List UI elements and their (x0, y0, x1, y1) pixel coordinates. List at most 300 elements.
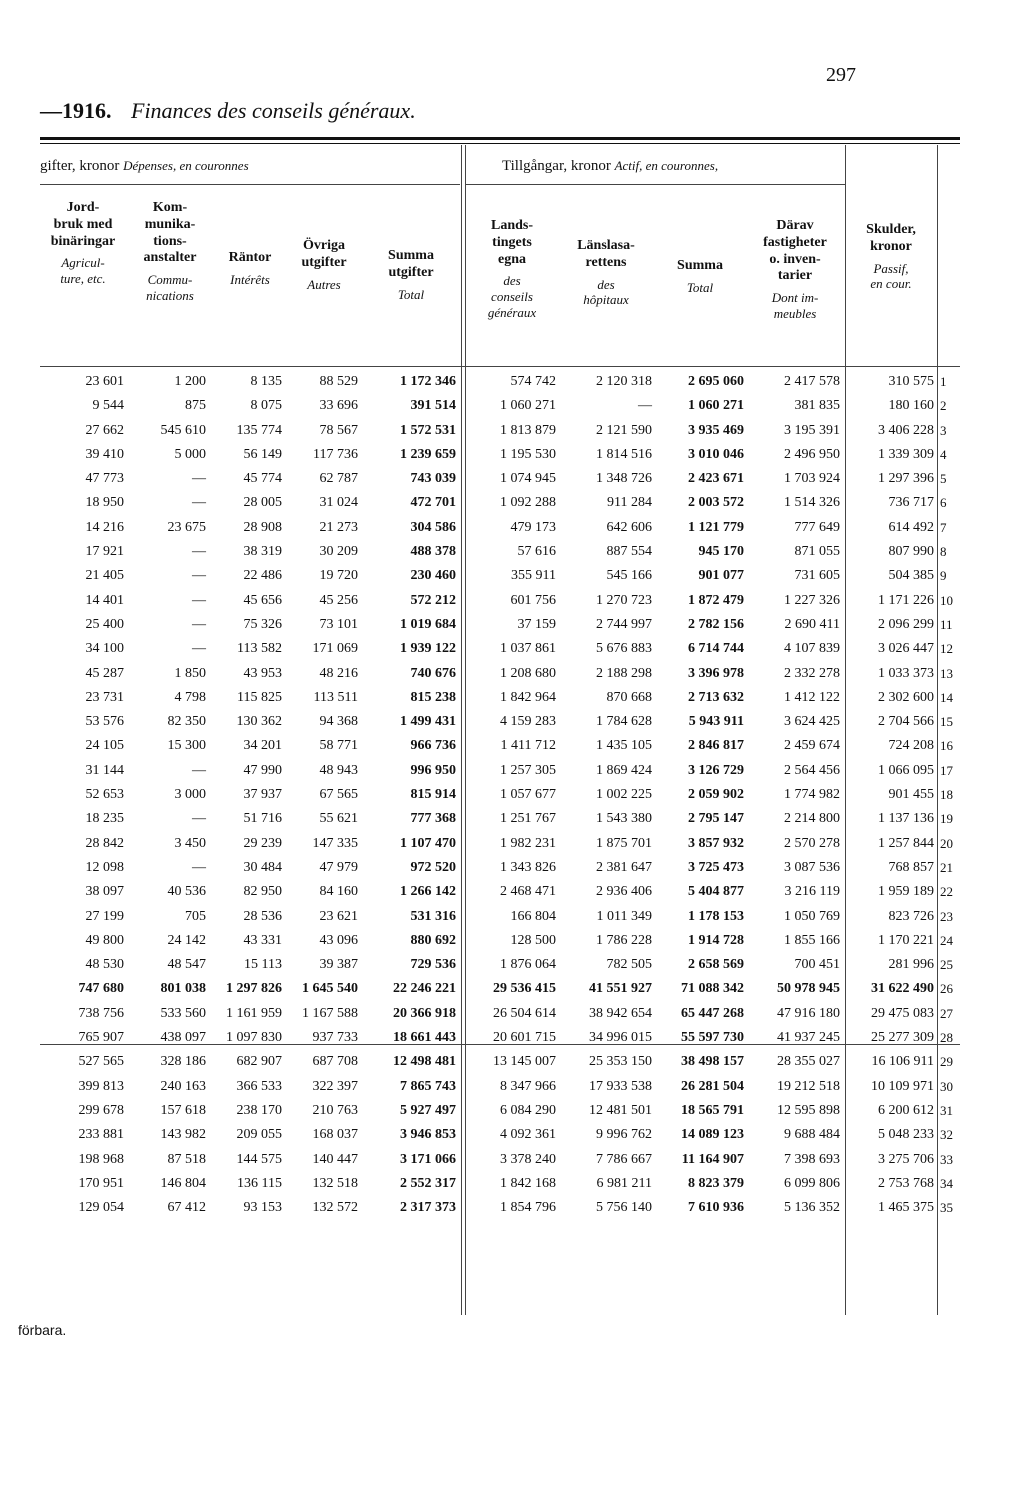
table-cell: 322 397 (312, 1078, 358, 1094)
table-cell: 747 680 (78, 981, 124, 997)
row-number: 24 (940, 932, 953, 948)
col-header-sv: Skulder, kronor (866, 222, 916, 254)
table-cell: 48 216 (319, 665, 358, 681)
table-row (0, 688, 1024, 712)
col-header-agriculture (40, 200, 126, 365)
row-number: 16 (940, 738, 953, 754)
table-cell: 1 170 221 (878, 932, 934, 948)
table-cell: 45 256 (319, 592, 358, 608)
table-cell: 399 813 (78, 1078, 124, 1094)
table-cell: 136 115 (237, 1175, 282, 1191)
table-cell: 43 953 (243, 665, 282, 681)
row-number: 20 (940, 835, 953, 851)
table-cell: 1 172 346 (400, 374, 456, 389)
table-cell: 166 804 (510, 908, 556, 924)
table-row (0, 421, 1024, 445)
table-cell: 527 565 (78, 1054, 124, 1070)
expenses-group-fr: Dépenses, en couronnes (123, 158, 249, 173)
table-row (0, 1150, 1024, 1174)
table-cell: 1 543 380 (596, 811, 652, 827)
table-cell: 47 773 (85, 471, 124, 487)
table-cell: 1 239 659 (400, 446, 456, 462)
table-cell: 39 410 (85, 446, 124, 462)
table-cell: 4 107 839 (784, 641, 840, 657)
table-row (0, 1028, 1024, 1052)
table-cell: 1 178 153 (688, 908, 744, 924)
table-cell: 1 348 726 (596, 471, 652, 487)
table-cell: 3 857 932 (688, 835, 744, 851)
table-cell: 901 077 (698, 568, 744, 584)
table-cell: 15 300 (167, 738, 206, 754)
table-cell: 12 498 481 (393, 1054, 456, 1070)
footer-note: förbara. (18, 1322, 67, 1338)
table-cell: 67 565 (319, 787, 358, 803)
table-cell: 1 786 228 (596, 932, 652, 948)
table-cell: 2 003 572 (688, 495, 744, 511)
table-cell: 55 597 730 (681, 1030, 744, 1046)
table-cell: 682 907 (236, 1054, 282, 1070)
table-cell: 2 552 317 (400, 1175, 456, 1191)
table-cell: 1 814 516 (596, 446, 652, 462)
table-cell: 14 401 (85, 592, 124, 608)
table-cell: 601 756 (510, 592, 556, 608)
table-cell: 1 499 431 (400, 714, 456, 730)
table-cell: 875 (185, 398, 206, 414)
row-number: 3 (940, 422, 947, 438)
table-cell: 700 451 (794, 957, 840, 973)
table-cell: 52 653 (85, 787, 124, 803)
table-cell: 128 500 (510, 932, 556, 948)
row-number: 14 (940, 689, 953, 705)
col-header-fr: Dont im- meubles (771, 290, 819, 321)
table-cell: 2 564 456 (784, 762, 840, 778)
table-cell: 6 981 211 (596, 1175, 652, 1191)
table-cell: 1 842 964 (500, 689, 556, 705)
table-cell: 1 002 225 (596, 787, 652, 803)
table-cell: — (192, 762, 206, 778)
table-cell: 871 055 (794, 544, 840, 560)
top-double-rule-thin (40, 143, 960, 144)
table-cell: 304 586 (410, 519, 456, 535)
table-cell: 43 096 (319, 932, 358, 948)
table-cell: 1 074 945 (500, 471, 556, 487)
table-cell: 1 037 861 (500, 641, 556, 657)
row-number: 29 (940, 1054, 953, 1070)
table-cell: 1 465 375 (878, 1200, 934, 1216)
table-cell: 5 000 (174, 446, 206, 462)
table-cell: 33 696 (319, 398, 358, 414)
table-cell: 724 208 (888, 738, 934, 754)
table-cell: 2 302 600 (878, 689, 934, 705)
row-number: 18 (940, 787, 953, 803)
table-cell: 22 246 221 (393, 981, 456, 997)
col-header-council-assets (466, 218, 558, 383)
table-cell: 1 412 122 (784, 689, 840, 705)
table-cell: 807 990 (888, 544, 934, 560)
table-cell: 132 572 (312, 1200, 358, 1216)
table-cell: 5 404 877 (688, 884, 744, 900)
table-cell: 12 481 501 (589, 1102, 652, 1118)
col-header-fr: Total (686, 279, 714, 295)
table-cell: 815 238 (410, 689, 456, 705)
table-cell: 1 200 (174, 374, 206, 389)
table-cell: — (192, 592, 206, 608)
table-cell: 47 979 (319, 859, 358, 875)
table-cell: 24 105 (85, 738, 124, 754)
table-cell: 65 447 268 (681, 1005, 744, 1021)
table-cell: 10 109 971 (871, 1078, 934, 1094)
table-cell: 1 982 231 (500, 835, 556, 851)
table-cell: 391 514 (410, 398, 456, 414)
table-cell: 2 120 318 (596, 374, 652, 389)
table-cell: 2 753 768 (878, 1175, 934, 1191)
table-cell: 2 459 674 (784, 738, 840, 754)
table-cell: 1 645 540 (302, 981, 358, 997)
table-cell: 2 317 373 (400, 1200, 456, 1216)
table-cell: 768 857 (888, 859, 934, 875)
table-cell: 38 498 157 (681, 1054, 744, 1070)
table-cell: 1 121 779 (688, 519, 744, 535)
group-underline-assets (466, 184, 846, 185)
table-row (0, 931, 1024, 955)
table-cell: — (638, 398, 652, 414)
table-cell: 3 126 729 (688, 762, 744, 778)
col-header-fr: Total (397, 286, 425, 302)
table-cell: 1 842 168 (500, 1175, 556, 1191)
table-row (0, 1198, 1024, 1222)
table-row (0, 834, 1024, 858)
table-cell: — (192, 811, 206, 827)
row-number: 19 (940, 811, 953, 827)
table-cell: 51 716 (243, 811, 282, 827)
table-cell: 37 937 (243, 787, 282, 803)
table-cell: 47 990 (243, 762, 282, 778)
table-cell: 2 782 156 (688, 616, 744, 632)
table-cell: 911 284 (607, 495, 652, 511)
col-header-sv: Summa (677, 258, 723, 273)
table-cell: 7 786 667 (596, 1151, 652, 1167)
row-number: 12 (940, 641, 953, 657)
table-cell: 3 624 425 (784, 714, 840, 730)
table-cell: 574 742 (510, 374, 556, 389)
table-cell: 801 038 (160, 981, 206, 997)
running-head-title: Finances des conseils généraux. (131, 98, 416, 123)
table-cell: 740 676 (410, 665, 456, 681)
table-cell: 945 170 (698, 544, 744, 560)
table-cell: 1 033 373 (878, 665, 934, 681)
table-cell: 3 725 473 (688, 859, 744, 875)
table-cell: 144 575 (236, 1151, 282, 1167)
table-cell: 504 385 (888, 568, 934, 584)
table-cell: 57 616 (517, 544, 556, 560)
table-cell: 572 212 (410, 592, 456, 608)
row-number: 6 (940, 495, 947, 511)
table-cell: 28 536 (243, 908, 282, 924)
table-row (0, 736, 1024, 760)
table-cell: 2 468 471 (500, 884, 556, 900)
col-header-sv: Lands- tingets egna (490, 218, 534, 267)
table-row (0, 445, 1024, 469)
table-cell: 2 795 147 (688, 811, 744, 827)
table-cell: 1 959 189 (878, 884, 934, 900)
table-row (0, 761, 1024, 785)
table-cell: 28 908 (243, 519, 282, 535)
table-row (0, 493, 1024, 517)
table-row (0, 615, 1024, 639)
table-cell: 777 649 (794, 519, 840, 535)
table-cell: 12 595 898 (777, 1102, 840, 1118)
table-cell: 299 678 (78, 1102, 124, 1118)
table-cell: 130 362 (236, 714, 282, 730)
table-cell: 34 201 (243, 738, 282, 754)
col-header-fr: Intérêts (230, 271, 270, 287)
table-cell: 24 142 (167, 932, 206, 948)
table-cell: 614 492 (888, 519, 934, 535)
table-cell: 240 163 (160, 1078, 206, 1094)
table-row (0, 518, 1024, 542)
table-cell: 25 277 309 (871, 1030, 934, 1046)
table-row (0, 785, 1024, 809)
table-cell: 12 098 (85, 859, 124, 875)
table-cell: 38 097 (85, 884, 124, 900)
table-row (0, 809, 1024, 833)
table-cell: 729 536 (410, 957, 456, 973)
table-cell: 1 572 531 (400, 422, 456, 438)
table-cell: 31 144 (85, 762, 124, 778)
col-header-fr: Passif, en cour. (870, 260, 912, 292)
table-cell: 2 423 671 (688, 471, 744, 487)
table-cell: 45 774 (243, 471, 282, 487)
table-cell: 2 936 406 (596, 884, 652, 900)
table-cell: 328 186 (160, 1054, 206, 1070)
row-number: 11 (940, 616, 953, 632)
table-cell: 531 316 (410, 908, 456, 924)
col-header-communications (128, 200, 212, 365)
table-cell: 82 950 (243, 884, 282, 900)
table-cell: 1 297 396 (878, 471, 934, 487)
table-cell: 1 137 136 (878, 811, 934, 827)
row-number: 35 (940, 1200, 953, 1216)
table-cell: 180 160 (888, 398, 934, 414)
table-cell: 1 703 924 (784, 471, 840, 487)
row-number: 2 (940, 398, 947, 414)
table-cell: 9 996 762 (596, 1127, 652, 1143)
table-row (0, 955, 1024, 979)
table-cell: 48 530 (85, 957, 124, 973)
table-cell: 1 257 844 (878, 835, 934, 851)
table-cell: 113 511 (313, 689, 358, 705)
table-cell: 28 005 (243, 495, 282, 511)
table-cell: 7 865 743 (400, 1078, 456, 1094)
table-cell: 736 717 (888, 495, 934, 511)
table-cell: 5 676 883 (596, 641, 652, 657)
table-cell: 87 518 (167, 1151, 206, 1167)
table-cell: 972 520 (410, 859, 456, 875)
table-cell: 129 054 (78, 1200, 124, 1216)
table-cell: 880 692 (410, 932, 456, 948)
col-header-sv: Därav fastigheter o. inven- tarier (763, 218, 827, 284)
table-cell: 1 060 271 (500, 398, 556, 414)
col-header-debts (846, 222, 936, 387)
table-cell: 2 332 278 (784, 665, 840, 681)
table-cell: 8 075 (250, 398, 282, 414)
table-cell: 132 518 (312, 1175, 358, 1191)
table-cell: 1 167 588 (302, 1005, 358, 1021)
table-row (0, 396, 1024, 420)
table-cell: 1 411 712 (500, 738, 556, 754)
table-cell: 20 366 918 (393, 1005, 456, 1021)
table-cell: 1 270 723 (596, 592, 652, 608)
table-cell: 1 876 064 (500, 957, 556, 973)
table-cell: 1 872 479 (688, 592, 744, 608)
col-header-sv: Länslasa- rettens (577, 238, 635, 270)
table-cell: 1 195 530 (500, 446, 556, 462)
table-cell: 29 475 083 (871, 1005, 934, 1021)
table-cell: 1 869 424 (596, 762, 652, 778)
table-cell: 30 209 (319, 544, 358, 560)
table-cell: 31 622 490 (871, 981, 934, 997)
table-cell: 381 835 (794, 398, 840, 414)
table-cell: 1 784 628 (596, 714, 652, 730)
row-number: 7 (940, 519, 947, 535)
table-cell: 3 275 706 (878, 1151, 934, 1167)
table-cell: 2 188 298 (596, 665, 652, 681)
table-cell: 887 554 (606, 544, 652, 560)
table-cell: 115 825 (237, 689, 282, 705)
table-cell: 1 227 326 (784, 592, 840, 608)
table-cell: 230 460 (410, 568, 456, 584)
table-cell: 488 378 (410, 544, 456, 560)
table-cell: 743 039 (410, 471, 456, 487)
table-cell: 40 536 (167, 884, 206, 900)
row-number: 9 (940, 568, 947, 584)
table-cell: 870 668 (606, 689, 652, 705)
table-cell: 6 084 290 (500, 1102, 556, 1118)
table-cell: 355 911 (511, 568, 556, 584)
table-cell: 41 937 245 (777, 1030, 840, 1046)
table-cell: 11 164 907 (681, 1151, 744, 1167)
table-cell: 7 610 936 (688, 1200, 744, 1216)
table-cell: 1 257 305 (500, 762, 556, 778)
table-row (0, 1077, 1024, 1101)
table-row (0, 907, 1024, 931)
col-header-fr: des hôpitaux (583, 276, 629, 308)
table-row (0, 566, 1024, 590)
data-table-body (0, 372, 1024, 1222)
row-number: 31 (940, 1102, 953, 1118)
col-header-fr: Commu- nications (146, 272, 194, 303)
table-cell: 782 505 (606, 957, 652, 973)
table-cell: 4 159 283 (500, 714, 556, 730)
table-cell: 4 092 361 (500, 1127, 556, 1143)
table-cell: 82 350 (167, 714, 206, 730)
table-cell: 21 405 (85, 568, 124, 584)
col-header-real-estate (746, 218, 844, 383)
table-cell: 1 939 122 (400, 641, 456, 657)
table-cell: 4 798 (174, 689, 206, 705)
table-cell: 5 943 911 (688, 714, 744, 730)
table-row (0, 979, 1024, 1003)
table-cell: 3 087 536 (784, 859, 840, 875)
table-cell: 533 560 (160, 1005, 206, 1021)
table-cell: 3 000 (174, 787, 206, 803)
row-number: 1 (940, 374, 947, 389)
table-cell: — (192, 568, 206, 584)
table-cell: 1 297 826 (226, 981, 282, 997)
table-cell: 1 875 701 (596, 835, 652, 851)
table-cell: — (192, 859, 206, 875)
table-cell: 1 850 (174, 665, 206, 681)
table-cell: 8 135 (250, 374, 282, 389)
table-row (0, 542, 1024, 566)
row-number: 33 (940, 1151, 953, 1167)
table-row (0, 882, 1024, 906)
table-cell: 2 846 817 (688, 738, 744, 754)
table-cell: 3 946 853 (400, 1127, 456, 1143)
table-cell: 26 281 504 (681, 1078, 744, 1094)
table-cell: 1 208 680 (500, 665, 556, 681)
table-cell: 88 529 (319, 374, 358, 389)
table-cell: — (192, 495, 206, 511)
table-cell: 738 756 (78, 1005, 124, 1021)
table-cell: 19 212 518 (777, 1078, 840, 1094)
table-cell: 472 701 (410, 495, 456, 511)
table-cell: 5 048 233 (878, 1127, 934, 1143)
table-cell: 23 621 (319, 908, 358, 924)
table-cell: 2 690 411 (784, 616, 840, 632)
table-row (0, 664, 1024, 688)
table-row (0, 712, 1024, 736)
table-cell: 29 239 (243, 835, 282, 851)
table-cell: 23 675 (167, 519, 206, 535)
table-cell: 1 050 769 (784, 908, 840, 924)
table-cell: 1 813 879 (500, 422, 556, 438)
table-cell: 23 601 (85, 374, 124, 389)
table-cell: 1 343 826 (500, 859, 556, 875)
table-cell: 1 774 982 (784, 787, 840, 803)
row-number: 15 (940, 714, 953, 730)
table-cell: 143 982 (160, 1127, 206, 1143)
table-cell: 823 726 (888, 908, 934, 924)
table-cell: 1 514 326 (784, 495, 840, 511)
table-cell: 18 565 791 (681, 1102, 744, 1118)
table-cell: 3 450 (174, 835, 206, 851)
table-cell: 29 536 415 (493, 981, 556, 997)
table-cell: 1 914 728 (688, 932, 744, 948)
table-cell: 48 943 (319, 762, 358, 778)
group-underline-expenses (40, 184, 460, 185)
table-cell: 966 736 (410, 738, 456, 754)
table-cell: 20 601 715 (493, 1030, 556, 1046)
running-head (40, 98, 416, 124)
table-cell: 366 533 (236, 1078, 282, 1094)
table-cell: 3 171 066 (400, 1151, 456, 1167)
col-header-sv: Kom- munika- tions- anstalter (143, 200, 197, 266)
table-cell: 45 287 (85, 665, 124, 681)
row-number: 8 (940, 544, 947, 560)
table-cell: 705 (185, 908, 206, 924)
table-cell: 41 551 927 (589, 981, 652, 997)
table-cell: 37 159 (517, 616, 556, 632)
table-cell: 777 368 (410, 811, 456, 827)
table-cell: — (192, 616, 206, 632)
table-cell: 23 731 (85, 689, 124, 705)
table-cell: 15 113 (244, 957, 282, 973)
table-row (0, 1052, 1024, 1076)
table-cell: 17 933 538 (589, 1078, 652, 1094)
table-cell: 2 381 647 (596, 859, 652, 875)
table-cell: 140 447 (312, 1151, 358, 1167)
